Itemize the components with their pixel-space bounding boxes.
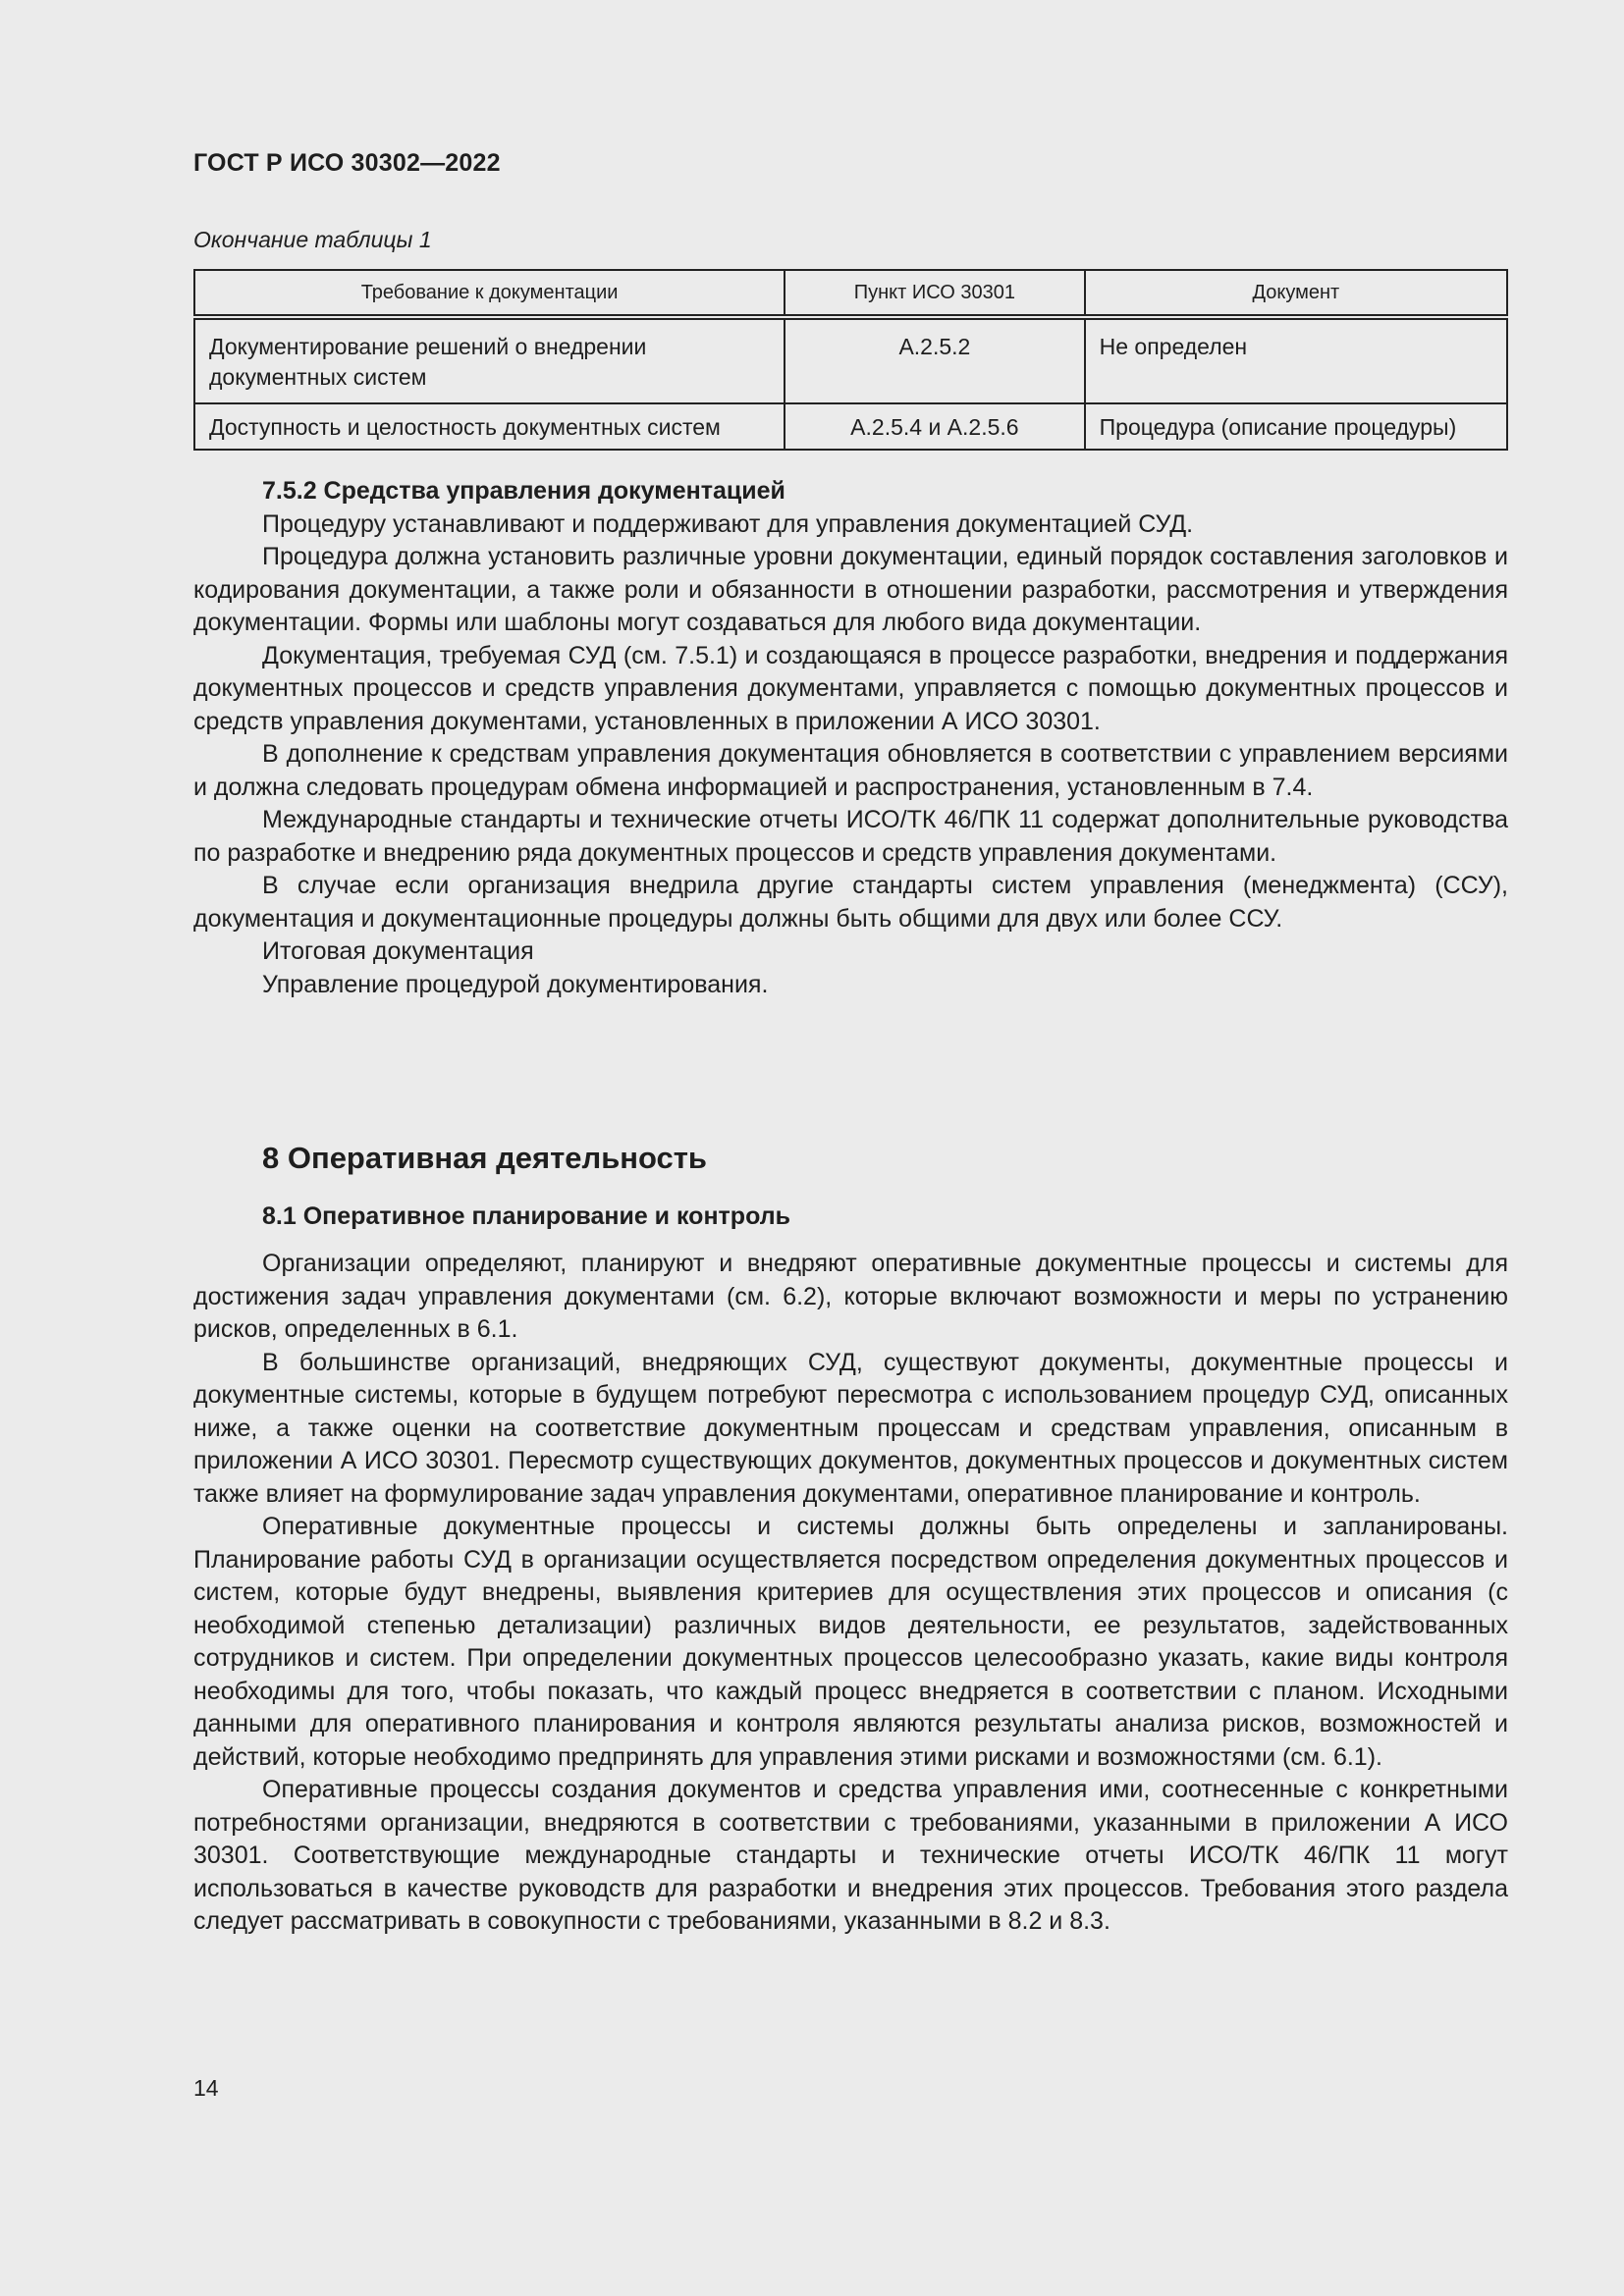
paragraph: Процедура должна установить различные уровни документации, единый порядок составления заголовков и кодирования документации, а также роли и обязанности в отношении разработки, рассмотрения и утверждения документации. Формы или шаблоны могут создаваться для любого вида документации. xyxy=(193,543,1508,636)
cell-document: Процедура (описание процедуры) xyxy=(1085,403,1507,450)
documentation-table xyxy=(193,269,1508,451)
section-heading-7-5-2: 7.5.2 Средства управления документацией xyxy=(262,477,785,505)
paragraph: В случае если организация внедрила другие стандарты систем управления (менеджмента) (ССУ), документация и документационные процедуры должны быть общими для двух или более ССУ. xyxy=(193,872,1508,933)
page-number: 14 xyxy=(193,2075,219,2101)
section-7-5-2 xyxy=(193,475,1508,1001)
table-row xyxy=(194,403,1507,450)
cell-clause: A.2.5.4 и A.2.5.6 xyxy=(785,403,1085,450)
cell-clause: A.2.5.2 xyxy=(785,317,1085,403)
section-8-1-body xyxy=(193,1248,1508,1939)
column-header-document: Документ xyxy=(1085,270,1507,317)
section-heading-8-1: 8.1 Оперативное планирование и контроль xyxy=(262,1202,790,1230)
table-row xyxy=(194,317,1507,403)
column-header-clause: Пункт ИСО 30301 xyxy=(785,270,1085,317)
paragraph: В дополнение к средствам управления документация обновляется в соответствии с управлением версиями и должна следовать процедурам обмена информацией и распространения, установленным в 7.4. xyxy=(193,740,1508,801)
table-caption: Окончание таблицы 1 xyxy=(193,227,432,252)
paragraph: Документация, требуемая СУД (см. 7.5.1) и создающаяся в процессе разработки, внедрения и поддержания документных процессов и средств управления документами, управляется с помощью документных процессов и средств управления документами, установленных в приложении А ИСО 30301. xyxy=(193,641,1508,735)
paragraph: Управление процедурой документирования. xyxy=(262,970,769,998)
section-8-1 xyxy=(193,1201,1508,1234)
cell-requirement: Документирование решений о внедрении документных систем xyxy=(194,317,785,403)
cell-document: Не определен xyxy=(1085,317,1507,403)
paragraph: Организации определяют, планируют и внедряют оперативные документные процессы и системы для достижения задач управления документами (см. 6.2), которые включают возможности и меры по устранению рисков, определенных в 6.1. xyxy=(193,1250,1508,1343)
paragraph: Международные стандарты и технические отчеты ИСО/ТК 46/ПК 11 содержат дополнительные руководства по разработке и внедрению ряда документных процессов и средств управления документами. xyxy=(193,806,1508,867)
table-header-row xyxy=(194,270,1507,317)
paragraph: Итоговая документация xyxy=(262,937,534,965)
paragraph: Оперативные процессы создания документов и средства управления ими, соотнесенные с конкретными потребностями организации, внедряются в соответствии с требованиями, указанными в приложении А ИСО 30301. Соответствующие международные стандарты и технические отчеты ИСО/ТК 46/ПК 11 могут использоваться в качестве руководств для разработки и внедрения этих процессов. Требования этого раздела следует рассматривать в совокупности с требованиями, указанными в 8.2 и 8.3. xyxy=(193,1776,1508,1935)
paragraph: В большинстве организаций, внедряющих СУД, существуют документы, документные процессы и документные системы, которые в будущем потребуют пересмотра с использованием процедур СУД, описанных ниже, а также оценки на соответствие документным процессам и средствам управления, описанным в приложении А ИСО 30301. Пересмотр существующих документов, документных процессов и документных систем также влияет на формулирование задач управления документами, оперативное планирование и контроль. xyxy=(193,1348,1508,1508)
column-header-requirement: Требование к документации xyxy=(194,270,785,317)
paragraph: Оперативные документные процессы и системы должны быть определены и запланированы. Планирование работы СУД в организации осуществляется посредством определения документных процессов и систем, которые будут внедрены, выявления критериев для осуществления этих процессов и описания (с необходимой степенью детализации) различных видов деятельности, ее результатов, задействованных сотрудников и систем. При определении документных процессов целесообразно указать, какие виды контроля необходимы для того, чтобы показать, что каждый процесс внедряется в соответствии с планом. Исходными данными для оперативного планирования и контроля являются результаты анализа рисков, возможностей и действий, которые необходимо предпринять для управления этими рисками и возможностями (см. 6.1). xyxy=(193,1513,1508,1771)
section-heading-8: 8 Оперативная деятельность xyxy=(262,1141,707,1175)
section-8 xyxy=(193,1139,1508,1178)
paragraph: Процедуру устанавливают и поддерживают для управления документацией СУД. xyxy=(262,509,1194,538)
page-header-standard-id: ГОСТ Р ИСО 30302—2022 xyxy=(193,149,501,177)
cell-requirement: Доступность и целостность документных систем xyxy=(194,403,785,450)
